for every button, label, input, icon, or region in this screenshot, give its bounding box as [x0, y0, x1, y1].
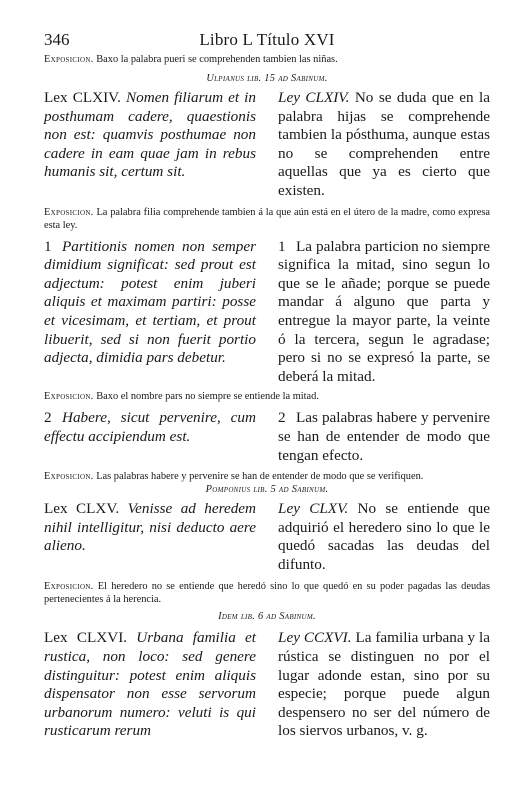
spanish-text: No se entiende que adquirió el heredero sino lo que le quedó sacadas las deudas del difunto. — [278, 500, 491, 573]
source-citation: Pomponius lib. 5 ad Sabinum. — [205, 484, 329, 496]
law-paragraph — [44, 629, 490, 741]
source-citation: Ulpianus lib. 15 ad Sabinum. — [206, 73, 328, 84]
law-number-spanish: Ley CCXVI. — [278, 629, 352, 647]
latin-text: Partitionis nomen non semper dimidium significat: sed prout est adjectum: potest enim juberi aliquis et maximam partiri: posse et vicesimam, et tertiam, et prout libuerit, sed si non fuerit portio adjecta, dimidia pars debetur. — [44, 237, 256, 367]
law-number-latin: Lex CLXIV. — [44, 89, 121, 106]
latin-column — [44, 500, 256, 574]
paragraph-number-spanish: 2 — [278, 409, 286, 427]
exposicion-label: Exposicion. — [44, 581, 94, 593]
exposicion-text: Baxo el nombre pars no siempre se entiende la mitad. — [96, 391, 319, 403]
law-paragraph — [44, 238, 490, 387]
exposicion-text: La palabra filia comprehende tambien á la que aún está en el útero de la madre, como expresa esta ley. — [44, 206, 490, 231]
latin-column — [44, 89, 256, 201]
exposicion-note — [44, 390, 490, 403]
spanish-text: No se duda que en la palabra hijas se comprehende tambien la pósthuma, aunque estas no se comprehenden entre aquellas que ya es cierto que existen. — [278, 89, 490, 199]
law-paragraph — [44, 89, 490, 201]
latin-column — [44, 238, 256, 387]
law-number-latin: Lex CLXV. — [44, 500, 120, 518]
latin-text: Urbana familia et rustica, non loco: sed genere distinguitur: potest enim aliquis dispensator non esse servorum urbanorum numero: veluti is qui rusticarum rerum — [44, 629, 256, 740]
page-number: 346 — [44, 30, 70, 49]
spanish-text: Las palabras habere y pervenire se han de entender de modo que tengan efecto. — [278, 409, 490, 464]
spanish-column — [278, 409, 490, 465]
exposicion-label: Exposicion. — [44, 54, 94, 65]
latin-text: Venisse ad heredem nihil intelligitur, nisi deducto aere alieno. — [44, 500, 257, 555]
law-number-spanish: Ley CLXV. — [278, 500, 349, 518]
exposicion-text: Baxo la palabra pueri se comprehenden tambien las niñas. — [96, 54, 338, 65]
running-title: Libro L Título XVI — [199, 30, 335, 49]
spanish-text: La palabra particion no siempre significa la mitad, sino segun lo que se le añade; porque se puede mandar á alguno que parta y entregue la mayor parte, la veinte ó la tercera, segun le agradase; pero si no se expresó la parte, se deberá la mitad. — [278, 237, 490, 385]
exposicion-text: El heredero no se entiende que heredó sino lo que quedó en su poder pagadas las deudas pertenecientes á la herencia. — [44, 581, 491, 606]
spanish-column — [278, 89, 490, 201]
exposicion-label: Exposicion. — [44, 206, 94, 218]
law-number-latin: Lex CLXVI. — [44, 629, 128, 647]
latin-text: Habere, sicut pervenire, cum effectu accipiendum est. — [44, 409, 256, 445]
latin-column — [44, 409, 256, 465]
paragraph-number-latin: 1 — [44, 237, 52, 255]
book-page — [44, 30, 490, 741]
law-number-spanish: Ley CLXIV. — [278, 89, 350, 106]
exposicion-label: Exposicion. — [44, 471, 94, 483]
latin-text: Nomen filiarum et in posthumam cadere, quaestionis non est: quamvis posthumae non cadere in eam quae jam in rebus humanis sit, certum sit. — [44, 89, 256, 181]
spanish-column — [278, 238, 490, 387]
spanish-column — [278, 500, 490, 574]
exposicion-label: Exposicion. — [44, 391, 94, 403]
exposicion-text: Las palabras habere y pervenire se han de entender de modo que se verifiquen. — [96, 471, 424, 483]
source-citation: Idem lib. 6 ad Sabinum. — [218, 611, 316, 623]
spanish-text: La familia urbana y la rústica se distinguen no por el lugar adonde estan, sino por su especie; porque puede algun despensero no ser del número de los siervos urbanos, v. g. — [278, 629, 490, 740]
paragraph-number-latin: 2 — [44, 409, 52, 427]
latin-column — [44, 629, 256, 741]
law-paragraph — [44, 500, 490, 574]
paragraph-number-spanish: 1 — [278, 237, 286, 255]
law-paragraph — [44, 409, 490, 465]
page-header — [44, 30, 490, 52]
spanish-column — [278, 629, 490, 741]
exposicion-note — [44, 470, 490, 483]
exposicion-note — [44, 53, 490, 66]
exposicion-note — [44, 580, 490, 606]
exposicion-note — [44, 206, 490, 232]
